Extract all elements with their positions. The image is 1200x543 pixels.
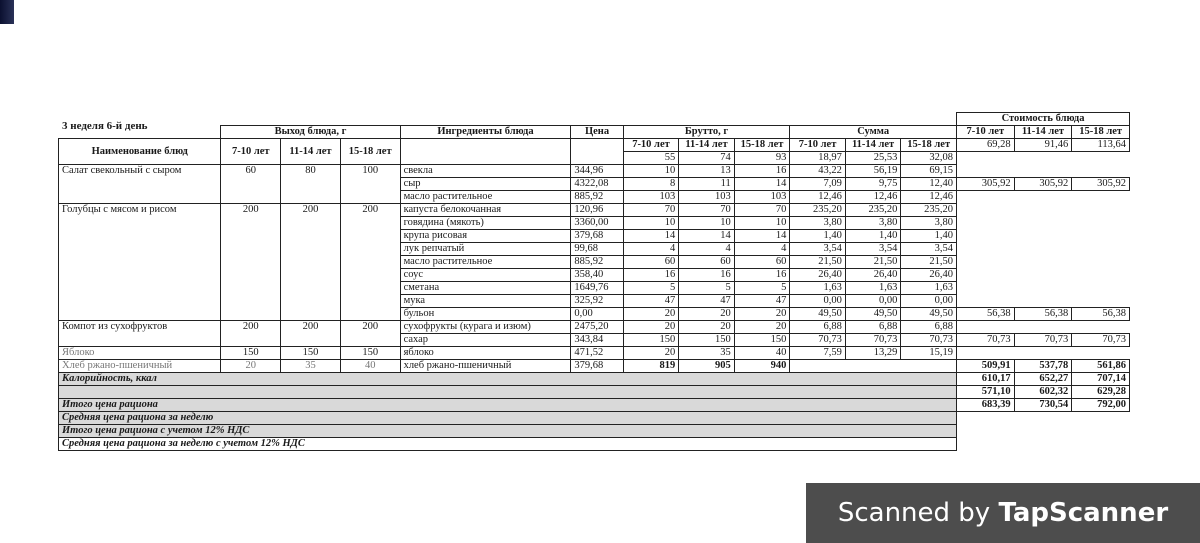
- summary-value: 792,00: [1072, 399, 1130, 412]
- sum-value: 7,09: [790, 178, 846, 191]
- cost-age-7-10: 7-10 лет: [957, 126, 1015, 139]
- sum-age-11-14: 11-14 лет: [845, 139, 901, 152]
- sum-value: 1,40: [845, 230, 901, 243]
- ingredient-name: масло растительное: [400, 256, 571, 269]
- brutto-value: 10: [623, 165, 679, 178]
- sum-value: 21,50: [845, 256, 901, 269]
- dish-output: 150: [340, 347, 400, 360]
- header-cost-value: 113,64: [1072, 139, 1130, 152]
- brutto-age-7-10: 7-10 лет: [623, 139, 679, 152]
- summary-value: 707,14: [1072, 373, 1130, 386]
- dish-output: 200: [281, 204, 341, 321]
- header-price: Цена: [571, 126, 623, 139]
- cost-age-11-14: 11-14 лет: [1014, 126, 1072, 139]
- watermark-prefix: Scanned by: [837, 498, 999, 528]
- brutto-value: 40: [734, 347, 790, 360]
- ingredient-name: мука: [400, 295, 571, 308]
- dish-cost: 56,38: [1014, 308, 1072, 321]
- sum-value: 26,40: [790, 269, 846, 282]
- ingredient-price: 2475,20: [571, 321, 623, 334]
- output-age-11-14: 11-14 лет: [281, 139, 341, 165]
- brutto-value: 20: [679, 321, 735, 334]
- dish-name: Компот из сухофруктов: [59, 321, 221, 347]
- ingredient-price: 4322,08: [571, 178, 623, 191]
- ingredient-price: 344,96: [571, 165, 623, 178]
- summary-value: 509,91: [957, 360, 1015, 373]
- scan-edge-shadow: [0, 0, 14, 24]
- summary-value: 629,28: [1072, 386, 1130, 399]
- sum-value: 21,50: [790, 256, 846, 269]
- brutto-value: 70: [734, 204, 790, 217]
- summary-row: [59, 438, 1130, 451]
- ingredient-price: 1649,76: [571, 282, 623, 295]
- summary-row: [59, 412, 1130, 425]
- summary-value: 730,54: [1014, 399, 1072, 412]
- header-dish-name: Наименование блюд: [59, 139, 221, 165]
- header-cost-value: 91,46: [1014, 139, 1072, 152]
- dish-output: 200: [340, 204, 400, 321]
- brutto-total: 940: [734, 360, 790, 373]
- brutto-value: 70: [623, 204, 679, 217]
- sum-value: 3,54: [845, 243, 901, 256]
- brutto-value: 47: [679, 295, 735, 308]
- sum-value: 1,63: [845, 282, 901, 295]
- sum-value: 13,29: [845, 347, 901, 360]
- summary-value: 571,10: [957, 386, 1015, 399]
- ingredient-price: 471,52: [571, 347, 623, 360]
- ingredient-name: капуста белокочанная: [400, 204, 571, 217]
- brutto-value: 60: [623, 256, 679, 269]
- dish-name: Хлеб ржано-пшеничный: [59, 360, 221, 373]
- sum-value: 3,54: [901, 243, 957, 256]
- output-age-7-10: 7-10 лет: [221, 139, 281, 165]
- brutto-value: 20: [623, 347, 679, 360]
- sum-value: 70,73: [845, 334, 901, 347]
- ingredient-name: сахар: [400, 334, 571, 347]
- dish-output: 200: [221, 204, 281, 321]
- brutto-value: 150: [623, 334, 679, 347]
- brutto-value: 60: [679, 256, 735, 269]
- dish-cost: 56,38: [957, 308, 1015, 321]
- cost-age-15-18: 15-18 лет: [1072, 126, 1130, 139]
- dish-output: 100: [340, 165, 400, 204]
- sum-value: 3,80: [790, 217, 846, 230]
- sum-value: 18,97: [790, 152, 846, 165]
- sum-value: 0,00: [790, 295, 846, 308]
- dish-output: 200: [221, 321, 281, 347]
- ingredient-name: соус: [400, 269, 571, 282]
- brutto-value: 14: [623, 230, 679, 243]
- ingredient-price: 379,68: [571, 230, 623, 243]
- brutto-value: 4: [734, 243, 790, 256]
- dish-output: 60: [221, 165, 281, 204]
- sum-value: 1,40: [790, 230, 846, 243]
- sum-value: 1,40: [901, 230, 957, 243]
- brutto-value: 55: [623, 152, 679, 165]
- brutto-value: 14: [679, 230, 735, 243]
- summary-value: 652,27: [1014, 373, 1072, 386]
- ingredient-price: 343,84: [571, 334, 623, 347]
- summary-label: Средняя цена рациона за неделю с учетом 12% НДС: [59, 438, 957, 451]
- ingredient-price: 358,40: [571, 269, 623, 282]
- sum-value: 70,73: [901, 334, 957, 347]
- summary-value: 561,86: [1072, 360, 1130, 373]
- brutto-value: 20: [679, 308, 735, 321]
- brutto-value: 5: [679, 282, 735, 295]
- dish-cost: 305,92: [957, 178, 1015, 191]
- brutto-value: 20: [623, 321, 679, 334]
- sum-value: 70,73: [790, 334, 846, 347]
- ingredient-name: масло растительное: [400, 191, 571, 204]
- summary-row: [59, 373, 1130, 386]
- summary-row: [59, 425, 1130, 438]
- dish-name: Яблоко: [59, 347, 221, 360]
- sum-value: 6,88: [845, 321, 901, 334]
- dish-name: Салат свекольный с сыром: [59, 165, 221, 204]
- brutto-value: 20: [623, 308, 679, 321]
- sum-value: 0,00: [845, 295, 901, 308]
- sum-value: 6,88: [901, 321, 957, 334]
- sum-value: 3,80: [845, 217, 901, 230]
- sum-age-15-18: 15-18 лет: [901, 139, 957, 152]
- brutto-value: 10: [734, 217, 790, 230]
- sum-value: 1,63: [790, 282, 846, 295]
- brutto-value: 70: [679, 204, 735, 217]
- summary-row: [59, 386, 1130, 399]
- dish-output: 20: [221, 360, 281, 373]
- sum-value: 49,50: [790, 308, 846, 321]
- brutto-value: 5: [734, 282, 790, 295]
- output-age-15-18: 15-18 лет: [340, 139, 400, 165]
- page-heading: 3 неделя 6-й день: [62, 120, 148, 132]
- sum-value: 235,20: [901, 204, 957, 217]
- ingredient-name: бульон: [400, 308, 571, 321]
- brutto-value: 103: [734, 191, 790, 204]
- ingredient-name: лук репчатый: [400, 243, 571, 256]
- sum-value: 43,22: [790, 165, 846, 178]
- brutto-value: 16: [734, 165, 790, 178]
- ingredient-name: свекла: [400, 165, 571, 178]
- header-brutto: Брутто, г: [623, 126, 790, 139]
- brutto-total: 905: [679, 360, 735, 373]
- sum-age-7-10: 7-10 лет: [790, 139, 846, 152]
- watermark-brand: TapScanner: [998, 498, 1169, 528]
- dish-output: 200: [340, 321, 400, 347]
- summary-label: Калорийность, ккал: [59, 373, 957, 386]
- ingredient-name: яблоко: [400, 347, 571, 360]
- brutto-value: 150: [679, 334, 735, 347]
- ingredient-name: сыр: [400, 178, 571, 191]
- sum-value: 12,46: [901, 191, 957, 204]
- brutto-value: 93: [734, 152, 790, 165]
- summary-value: 683,39: [957, 399, 1015, 412]
- sum-value: 49,50: [845, 308, 901, 321]
- sum-value: 69,15: [901, 165, 957, 178]
- brutto-value: 5: [623, 282, 679, 295]
- brutto-value: 103: [679, 191, 735, 204]
- ingredient-name: крупа рисовая: [400, 230, 571, 243]
- ingredient-price: 885,92: [571, 191, 623, 204]
- summary-value: 602,32: [1014, 386, 1072, 399]
- ingredient-price: 885,92: [571, 256, 623, 269]
- summary-row: [59, 399, 1130, 412]
- sum-value: 21,50: [901, 256, 957, 269]
- brutto-value: 10: [623, 217, 679, 230]
- sum-value: 6,88: [790, 321, 846, 334]
- dish-cost: 70,73: [957, 334, 1015, 347]
- brutto-value: 11: [679, 178, 735, 191]
- sum-value: 25,53: [845, 152, 901, 165]
- ingredient-row: [59, 360, 1130, 373]
- brutto-value: 103: [623, 191, 679, 204]
- dish-output: 200: [281, 321, 341, 347]
- sum-value: 3,54: [790, 243, 846, 256]
- brutto-value: 4: [679, 243, 735, 256]
- sum-value: 26,40: [901, 269, 957, 282]
- ingredient-price: 0,00: [571, 308, 623, 321]
- dish-cost: 56,38: [1072, 308, 1130, 321]
- sum-value: 56,19: [845, 165, 901, 178]
- ingredient-price: 99,68: [571, 243, 623, 256]
- ingredient-row: [59, 204, 1130, 217]
- dish-output: 80: [281, 165, 341, 204]
- sum-value: 15,19: [901, 347, 957, 360]
- ingredient-row: [59, 347, 1130, 360]
- summary-label: [59, 386, 957, 399]
- ingredient-name: говядина (мякоть): [400, 217, 571, 230]
- sum-value: 1,63: [901, 282, 957, 295]
- summary-label: Итого цена рациона с учетом 12% НДС: [59, 425, 957, 438]
- brutto-value: 20: [734, 308, 790, 321]
- ingredient-price: 3360,00: [571, 217, 623, 230]
- brutto-value: 60: [734, 256, 790, 269]
- brutto-value: 14: [734, 178, 790, 191]
- summary-value: 537,78: [1014, 360, 1072, 373]
- header-cost-value: 69,28: [957, 139, 1015, 152]
- brutto-value: 150: [734, 334, 790, 347]
- brutto-value: 4: [623, 243, 679, 256]
- brutto-age-15-18: 15-18 лет: [734, 139, 790, 152]
- brutto-value: 20: [734, 321, 790, 334]
- brutto-age-11-14: 11-14 лет: [679, 139, 735, 152]
- ingredient-price: 120,96: [571, 204, 623, 217]
- sum-value: 12,40: [901, 178, 957, 191]
- sum-value: 32,08: [901, 152, 957, 165]
- dish-output: 40: [340, 360, 400, 373]
- header-ingredients: Ингредиенты блюда: [400, 126, 571, 139]
- sum-value: 7,59: [790, 347, 846, 360]
- dish-output: 150: [221, 347, 281, 360]
- sum-value: 26,40: [845, 269, 901, 282]
- ingredient-name: хлеб ржано-пшеничный: [400, 360, 571, 373]
- dish-cost: 70,73: [1072, 334, 1130, 347]
- ingredient-name: сухофрукты (курага и изюм): [400, 321, 571, 334]
- dish-output: 35: [281, 360, 341, 373]
- sum-value: 235,20: [845, 204, 901, 217]
- dish-cost: 305,92: [1072, 178, 1130, 191]
- brutto-value: 16: [623, 269, 679, 282]
- scanner-watermark: [806, 483, 1200, 543]
- summary-label: Итого цена рациона: [59, 399, 957, 412]
- brutto-value: 16: [734, 269, 790, 282]
- ingredient-name: сметана: [400, 282, 571, 295]
- brutto-value: 13: [679, 165, 735, 178]
- sum-value: 0,00: [901, 295, 957, 308]
- brutto-value: 8: [623, 178, 679, 191]
- summary-value: 610,17: [957, 373, 1015, 386]
- dish-cost: 305,92: [1014, 178, 1072, 191]
- ingredient-row: [59, 321, 1130, 334]
- sum-value: 3,80: [901, 217, 957, 230]
- sum-value: 12,46: [790, 191, 846, 204]
- brutto-value: 47: [623, 295, 679, 308]
- summary-label: Средняя цена рациона за неделю: [59, 412, 957, 425]
- ingredient-row: [59, 165, 1130, 178]
- header-output: Выход блюда, г: [221, 126, 400, 139]
- brutto-value: 74: [679, 152, 735, 165]
- brutto-value: 47: [734, 295, 790, 308]
- header-sum: Сумма: [790, 126, 957, 139]
- ingredient-price: 325,92: [571, 295, 623, 308]
- menu-table: [58, 112, 1130, 451]
- dish-name: Голубцы с мясом и рисом: [59, 204, 221, 321]
- dish-cost: 70,73: [1014, 334, 1072, 347]
- sum-value: 49,50: [901, 308, 957, 321]
- brutto-value: 16: [679, 269, 735, 282]
- brutto-total: 819: [623, 360, 679, 373]
- header-cost: Стоимость блюда: [957, 113, 1130, 126]
- brutto-value: 14: [734, 230, 790, 243]
- ingredient-price: 379,68: [571, 360, 623, 373]
- sum-value: 12,46: [845, 191, 901, 204]
- sum-value: 235,20: [790, 204, 846, 217]
- brutto-value: 35: [679, 347, 735, 360]
- sum-value: 9,75: [845, 178, 901, 191]
- dish-output: 150: [281, 347, 341, 360]
- brutto-value: 10: [679, 217, 735, 230]
